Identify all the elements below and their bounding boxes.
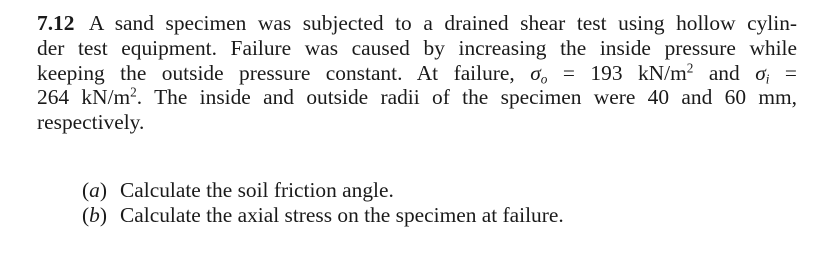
subquestion-list: [82, 178, 564, 227]
subquestion-b: [82, 203, 564, 228]
problem-number: 7.12: [37, 11, 75, 35]
problem-statement: [37, 11, 797, 135]
problem-line-2: der test equipment. Failure was caused by increasing the inside pressure while: [37, 35, 797, 60]
subquestion-text: Calculate the axial stress on the specimen at failure.: [120, 202, 564, 227]
sigma-inside: $\sigma_i$: [755, 60, 770, 86]
subquestion-label: (b): [82, 202, 107, 227]
subquestion-text: Calculate the soil friction angle.: [120, 178, 394, 202]
problem-line-4: 264 $kN/m^2$. The inside and outside radii of the specimen were 40 and 60 mm,: [37, 85, 797, 110]
subquestion-label: (a): [82, 178, 107, 202]
problem-line-1: 7.12 A sand specimen was subjected to a drained shear test using hollow cylin-: [37, 11, 798, 35]
subquestion-a: [82, 178, 564, 203]
problem-line-5: respectively.: [37, 110, 145, 135]
sigma-outside: $\sigma_o$: [530, 60, 548, 86]
problem-line-3: keeping the outside pressure constant. At failure, $\sigma_o = 193$ $kN/m^2$ and $\sigma_i$ =: [37, 60, 797, 86]
